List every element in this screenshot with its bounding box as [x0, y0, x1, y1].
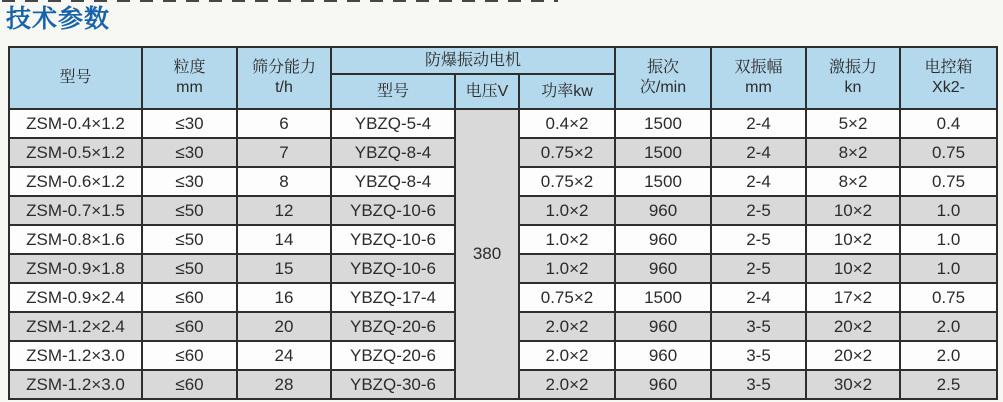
header-force	[806, 47, 900, 109]
table-cell: 2-4	[711, 283, 806, 312]
table-cell: 24	[237, 341, 331, 370]
table-cell: 0.75×2	[519, 138, 615, 167]
header-model-label: 型号	[59, 69, 92, 86]
table-cell: 17×2	[806, 283, 900, 312]
table-cell: 1.0	[900, 225, 997, 254]
header-motor-group	[331, 47, 615, 74]
table-cell: 1500	[615, 138, 711, 167]
table-cell: 2.0×2	[519, 341, 615, 370]
table-cell: 960	[615, 196, 711, 225]
table-cell: 3-5	[711, 370, 806, 399]
table-cell: ≤50	[142, 254, 237, 283]
table-cell: 3-5	[711, 312, 806, 341]
spec-table	[8, 46, 998, 400]
table-cell: 2-4	[711, 109, 806, 138]
table-cell: 1.0	[900, 196, 997, 225]
table-cell: 0.75×2	[519, 283, 615, 312]
header-capacity	[237, 47, 331, 109]
table-cell: 8×2	[806, 138, 900, 167]
table-cell: 5×2	[806, 109, 900, 138]
table-cell: 2.0	[900, 341, 997, 370]
table-cell: YBZQ-8-4	[331, 138, 455, 167]
table-cell: 10×2	[806, 254, 900, 283]
table-cell: 8×2	[806, 167, 900, 196]
table-cell: 960	[615, 341, 711, 370]
header-frequency	[615, 47, 711, 109]
table-cell: 1500	[615, 167, 711, 196]
table-cell: 1500	[615, 109, 711, 138]
table-cell: 0.4×2	[519, 109, 615, 138]
table-cell: 2-5	[711, 225, 806, 254]
header-motor-model	[331, 74, 455, 109]
header-granularity-unit: mm	[176, 79, 203, 96]
table-cell: 12	[237, 196, 331, 225]
voltage-merged-cell: 380	[455, 109, 519, 399]
table-cell: 3-5	[711, 341, 806, 370]
table-cell: 2.0×2	[519, 370, 615, 399]
header-power	[519, 74, 615, 109]
header-force-unit: kn	[844, 79, 862, 96]
table-cell: 20×2	[806, 341, 900, 370]
header-control-box-label: 电控箱	[924, 59, 973, 76]
table-cell: 30×2	[806, 370, 900, 399]
header-frequency-label: 振次	[646, 59, 679, 76]
table-cell: YBZQ-17-4	[331, 283, 455, 312]
table-cell: 960	[615, 312, 711, 341]
table-cell: 0.75	[900, 167, 997, 196]
header-capacity-unit: t/h	[275, 79, 293, 96]
header-granularity-label: 粒度	[173, 59, 206, 76]
header-amplitude-label: 双振幅	[734, 59, 783, 76]
header-power-label: 功率kw	[541, 82, 593, 100]
table-cell: 1.0×2	[519, 254, 615, 283]
table-cell: 2-5	[711, 196, 806, 225]
table-cell: 2.0	[900, 312, 997, 341]
table-cell: ≤60	[142, 283, 237, 312]
table-cell: 16	[237, 283, 331, 312]
table-cell: ≤60	[142, 341, 237, 370]
table-cell: 20×2	[806, 312, 900, 341]
table-cell: ZSM-0.5×1.2	[9, 138, 142, 167]
header-control-box-unit: Xk2-	[932, 79, 965, 96]
header-voltage	[455, 74, 519, 109]
table-cell: ≤50	[142, 225, 237, 254]
table-cell: 2.5	[900, 370, 997, 399]
table-cell: ≤30	[142, 167, 237, 196]
table-cell: 0.75	[900, 138, 997, 167]
header-control-box	[900, 47, 997, 109]
page-title: 技术参数	[6, 5, 111, 33]
table-cell: 960	[615, 370, 711, 399]
table-cell: ZSM-0.9×1.8	[9, 254, 142, 283]
table-cell: 2-4	[711, 167, 806, 196]
table-cell: ZSM-1.2×3.0	[9, 341, 142, 370]
header-motor-group-label: 防爆振动电机	[424, 51, 521, 69]
table-cell: 1.0×2	[519, 225, 615, 254]
table-cell: YBZQ-10-6	[331, 254, 455, 283]
header-model	[9, 47, 142, 109]
table-cell: ≤60	[142, 312, 237, 341]
table-cell: 960	[615, 225, 711, 254]
table-cell: YBZQ-30-6	[331, 370, 455, 399]
table-cell: ZSM-1.2×2.4	[9, 312, 142, 341]
header-frequency-unit: 次/min	[639, 79, 687, 96]
table-cell: ≤50	[142, 196, 237, 225]
table-cell: 0.75	[900, 283, 997, 312]
table-cell: ZSM-0.6×1.2	[9, 167, 142, 196]
table-header	[9, 47, 997, 109]
table-cell: YBZQ-10-6	[331, 196, 455, 225]
table-row	[9, 109, 997, 138]
table-cell: 28	[237, 370, 331, 399]
table-cell: ZSM-1.2×3.0	[9, 370, 142, 399]
table-cell: 7	[237, 138, 331, 167]
table-cell: YBZQ-5-4	[331, 109, 455, 138]
table-cell: 0.75×2	[519, 167, 615, 196]
table-cell: YBZQ-10-6	[331, 225, 455, 254]
table-cell: ZSM-0.9×2.4	[9, 283, 142, 312]
table-cell: 2-4	[711, 138, 806, 167]
table-cell: 20	[237, 312, 331, 341]
table-cell: 2.0×2	[519, 312, 615, 341]
table-cell: 1.0	[900, 254, 997, 283]
header-capacity-label: 筛分能力	[251, 59, 316, 76]
table-cell: ≤30	[142, 109, 237, 138]
table-cell: YBZQ-20-6	[331, 341, 455, 370]
table-cell: ZSM-0.4×1.2	[9, 109, 142, 138]
cropped-text-artifact	[2, 0, 558, 2]
header-amplitude-unit: mm	[745, 79, 772, 96]
table-cell: 6	[237, 109, 331, 138]
table-cell: ZSM-0.7×1.5	[9, 196, 142, 225]
table-cell: 15	[237, 254, 331, 283]
table-cell: 10×2	[806, 225, 900, 254]
table-cell: YBZQ-20-6	[331, 312, 455, 341]
table-cell: ZSM-0.8×1.6	[9, 225, 142, 254]
table-cell: YBZQ-8-4	[331, 167, 455, 196]
table-cell: 14	[237, 225, 331, 254]
table-cell: 8	[237, 167, 331, 196]
table-cell: ≤60	[142, 370, 237, 399]
table-cell: 1.0×2	[519, 196, 615, 225]
table-cell: 960	[615, 254, 711, 283]
table-body	[9, 109, 997, 399]
header-voltage-label: 电压V	[465, 82, 509, 100]
header-motor-model-label: 型号	[376, 82, 409, 100]
table-cell: 10×2	[806, 196, 900, 225]
header-amplitude	[711, 47, 806, 109]
table-cell: ≤30	[142, 138, 237, 167]
table-cell: 1500	[615, 283, 711, 312]
table-cell: 2-5	[711, 254, 806, 283]
header-granularity	[142, 47, 237, 109]
table-cell: 0.4	[900, 109, 997, 138]
header-force-label: 激振力	[828, 59, 877, 76]
